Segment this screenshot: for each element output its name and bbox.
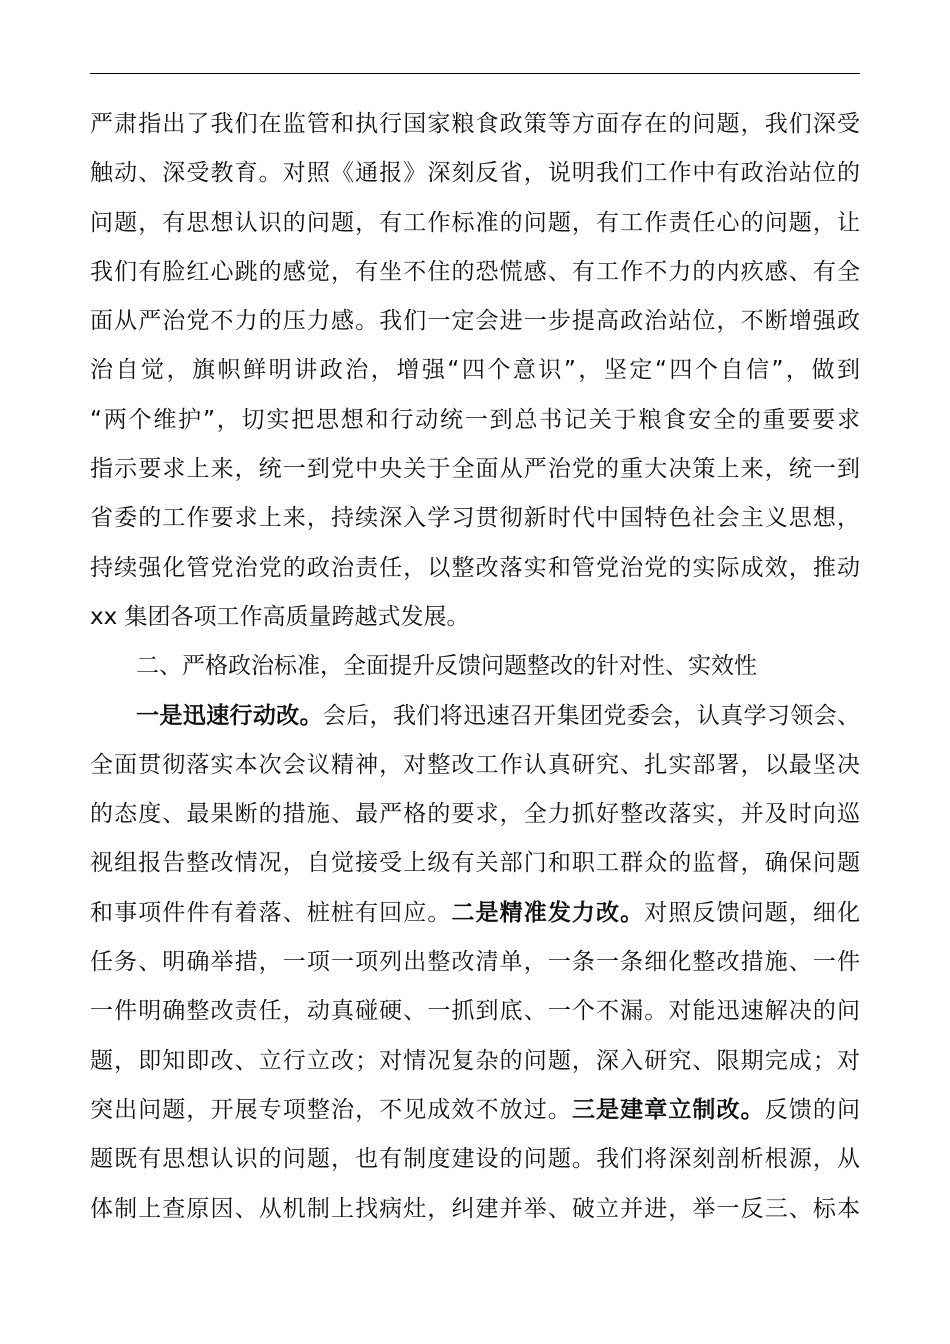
bold-lead-phrase: 一是迅速行动改。 bbox=[136, 702, 323, 729]
text-segment: 任务、明确举措，一项一项列出整改清单，一条一条细化整改措施、一件 bbox=[90, 949, 860, 976]
text-segment: 和事项件件有着落、桩桩有回应。 bbox=[90, 899, 452, 926]
text-segment: “两个维护”，切实把思想和行动统一到总书记关于粮食安全的重要要求 bbox=[90, 406, 860, 433]
text-line bbox=[90, 297, 860, 346]
bold-lead-phrase: 二是精准发力改。 bbox=[451, 899, 645, 926]
document-body bbox=[90, 100, 860, 1234]
header-rule bbox=[90, 73, 860, 74]
text-segment: xx 集团各项工作高质量跨越式发展。 bbox=[90, 603, 470, 630]
bold-lead-phrase: 三是建章立制改。 bbox=[571, 1096, 765, 1123]
text-line bbox=[90, 445, 860, 494]
text-segment: 的态度、最果断的措施、最严格的要求，全力抓好整改落实，并及时向巡 bbox=[90, 801, 860, 828]
text-segment: 持续强化管党治党的政治责任，以整改落实和管党治党的实际成效，推动 bbox=[90, 554, 860, 581]
text-line bbox=[90, 1086, 860, 1135]
text-segment: 问题，有思想认识的问题，有工作标准的问题，有工作责任心的问题，让 bbox=[90, 209, 860, 236]
text-line bbox=[90, 692, 860, 741]
text-segment: 面从严治党不力的压力感。我们一定会进一步提高政治站位，不断增强政 bbox=[90, 308, 860, 335]
text-segment: 突出问题，开展专项整治，不见成效不放过。 bbox=[90, 1096, 572, 1123]
text-segment: 指示要求上来，统一到党中央关于全面从严治党的重大决策上来，统一到 bbox=[90, 456, 860, 483]
text-line bbox=[90, 1037, 860, 1086]
text-segment: 省委的工作要求上来，持续深入学习贯彻新时代中国特色社会主义思想， bbox=[90, 505, 860, 532]
text-line bbox=[90, 1185, 860, 1234]
text-line bbox=[90, 396, 860, 445]
section-heading bbox=[90, 642, 860, 691]
text-segment: 一件明确整改责任，动真碰硬、一抓到底、一个不漏。对能迅速解决的问 bbox=[90, 998, 860, 1025]
text-line bbox=[90, 741, 860, 790]
text-segment: 反馈的问 bbox=[764, 1096, 860, 1123]
text-segment: 治自觉，旗帜鲜明讲政治，增强“四个意识”，坚定“四个自信”，做到 bbox=[90, 357, 860, 384]
text-line bbox=[90, 248, 860, 297]
text-segment: 视组报告整改情况，自觉接受上级有关部门和职工群众的监督，确保问题 bbox=[90, 850, 860, 877]
text-line bbox=[90, 938, 860, 987]
text-line bbox=[90, 149, 860, 198]
text-line bbox=[90, 790, 860, 839]
text-line bbox=[90, 593, 860, 642]
text-line bbox=[90, 100, 860, 149]
text-segment: 对照反馈问题，细化 bbox=[644, 899, 860, 926]
text-segment: 会后，我们将迅速召开集团党委会，认真学习领会、 bbox=[322, 702, 860, 729]
text-segment: 我们有脸红心跳的感觉，有坐不住的恐慌感、有工作不力的内疚感、有全 bbox=[90, 258, 860, 285]
text-segment: 触动、深受教育。对照《通报》深刻反省，说明我们工作中有政治站位的 bbox=[90, 160, 860, 187]
text-segment: 题既有思想认识的问题，也有制度建设的问题。我们将深刻剖析根源，从 bbox=[90, 1146, 860, 1173]
text-line bbox=[90, 1135, 860, 1184]
text-segment: 题，即知即改、立行立改；对情况复杂的问题，深入研究、限期完成；对 bbox=[90, 1047, 860, 1074]
text-segment: 二、严格政治标准，全面提升反馈问题整改的针对性、实效性 bbox=[136, 653, 757, 680]
text-line bbox=[90, 346, 860, 395]
text-line bbox=[90, 199, 860, 248]
text-line bbox=[90, 839, 860, 888]
text-line bbox=[90, 987, 860, 1036]
text-segment: 全面贯彻落实本次会议精神，对整改工作认真研究、扎实部署，以最坚决 bbox=[90, 751, 860, 778]
text-line bbox=[90, 544, 860, 593]
text-segment: 严肃指出了我们在监管和执行国家粮食政策等方面存在的问题，我们深受 bbox=[90, 111, 860, 137]
text-line bbox=[90, 889, 860, 938]
text-line bbox=[90, 494, 860, 543]
text-segment: 体制上查原因、从机制上找病灶，纠建并举、破立并进，举一反三、标本 bbox=[90, 1195, 860, 1222]
